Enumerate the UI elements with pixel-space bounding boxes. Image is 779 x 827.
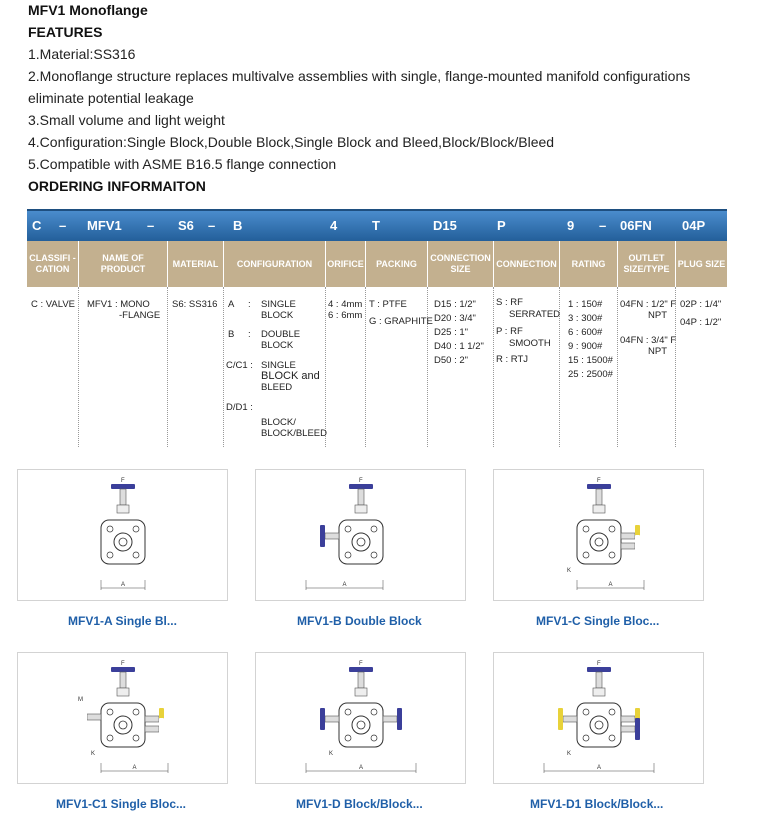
bolt-hole [107, 709, 113, 715]
valve-diagram [256, 470, 467, 602]
ordering-table [27, 209, 727, 447]
product-link[interactable]: MFV1-C1 Single Bloc... [56, 797, 187, 811]
bore-inner [595, 538, 603, 546]
column-header: CLASSIFI -CATION [27, 241, 79, 287]
column-header: MATERIAL [168, 241, 224, 287]
code-part: – [599, 218, 607, 233]
handwheel-icon [587, 667, 611, 672]
feature-line: 1.Material:SS316 [28, 46, 136, 62]
product-link[interactable]: MFV1-C Single Bloc... [536, 614, 660, 628]
valve-stem [621, 543, 635, 549]
column-header: CONNECTION SIZE [428, 241, 494, 287]
code-part: 9 [567, 218, 575, 233]
dimension-label: K [567, 751, 572, 757]
code-part: C [32, 218, 42, 233]
product-link[interactable]: MFV1-D Block/Block... [296, 797, 423, 811]
column-header: NAME OF PRODUCT [79, 241, 168, 287]
outlet-cell: 04FN : 1/2" F NPT 04FN : 3/4" F NPT [618, 287, 676, 447]
dimension-label: F [121, 661, 125, 667]
dimension-label: M [78, 697, 83, 703]
bolt-hole [371, 709, 377, 715]
column-header: PLUG SIZE [677, 258, 726, 269]
bolt-hole [107, 526, 113, 532]
handwheel-icon [349, 484, 373, 489]
dimension-label: K [329, 751, 334, 757]
bolt-hole [345, 709, 351, 715]
dimension-label: A [342, 582, 347, 588]
feature-line: 4.Configuration:Single Block,Double Block,Single Block and Bleed,Block/Block/Bleed [28, 134, 555, 150]
bolt-hole [345, 552, 351, 558]
bolt-hole [345, 735, 351, 741]
packing-cell: T : PTFE G : GRAPHITE [366, 287, 428, 447]
product-link[interactable]: MFV1-A Single Bl... [68, 614, 177, 628]
bore-inner [357, 538, 365, 546]
code-part: 04P [682, 218, 706, 233]
valve-stem [621, 716, 635, 722]
valve-diagram [18, 470, 229, 602]
valve-stem [145, 726, 159, 732]
product-cell: MFV1 : MONO -FLANGE [79, 287, 168, 447]
valve-diagram [256, 653, 467, 785]
connection-size-cell: D15 : 1/2" D20 : 3/4" D25 : 1" D40 : 1 1/2" D50 : 2" [428, 287, 494, 447]
code-part: – [147, 218, 155, 233]
code-part: B [233, 218, 243, 233]
column-header: RATING [560, 241, 618, 287]
bolt-hole [345, 526, 351, 532]
dimension-label: F [121, 478, 125, 484]
product-image[interactable] [493, 469, 704, 601]
classification-cell: C : VALVE [27, 287, 79, 447]
bolt-hole [609, 526, 615, 532]
bolt-hole [371, 526, 377, 532]
dimension-label: A [597, 765, 602, 771]
dimension-label: A [359, 765, 364, 771]
bolt-hole [133, 552, 139, 558]
code-part: MFV1 [87, 218, 122, 233]
valve-stem [596, 672, 602, 688]
column-header: PACKING [366, 241, 428, 287]
dimension-label: A [608, 582, 613, 588]
code-part: – [59, 218, 67, 233]
handwheel-icon [159, 718, 164, 740]
valve-bonnet [593, 505, 605, 513]
dimension-label: K [91, 751, 96, 757]
dimension-label: K [567, 568, 572, 574]
connection-cell: S : RF SERRATED P : RF SMOOTH R : RTJ [494, 287, 560, 447]
handwheel-icon [111, 667, 135, 672]
orifice-cell: 4 : 4mm 6 : 6mm [326, 287, 366, 447]
bolt-hole [133, 709, 139, 715]
product-image[interactable] [255, 652, 466, 784]
product-link[interactable]: MFV1-B Double Block [297, 614, 422, 628]
valve-stem [325, 533, 339, 539]
plug-cell: 02P : 1/4" 04P : 1/2" [680, 299, 722, 328]
product-image[interactable] [493, 652, 704, 784]
feature-line: 5.Compatible with ASME B16.5 flange connection [28, 156, 337, 172]
column-header: OUTLET SIZE/TYPE [618, 241, 676, 287]
code-part: 4 [330, 218, 338, 233]
bolt-hole [609, 552, 615, 558]
valve-stem [383, 716, 397, 722]
code-part: – [208, 218, 216, 233]
bore-inner [119, 721, 127, 729]
bolt-hole [371, 735, 377, 741]
bolt-hole [583, 552, 589, 558]
valve-diagram [494, 653, 705, 785]
bolt-hole [107, 735, 113, 741]
bolt-hole [583, 526, 589, 532]
handwheel-icon [397, 708, 402, 730]
handwheel-icon [587, 484, 611, 489]
handwheel-icon [635, 718, 640, 740]
bolt-hole [133, 526, 139, 532]
column-header: CONNECTION [494, 241, 560, 287]
rating-cell: 1 : 150# 3 : 300# 6 : 600# 9 : 900# 15 : 1500# 25 : 2500# [560, 287, 618, 447]
valve-diagram [18, 653, 229, 785]
handwheel-icon [82, 706, 87, 728]
handwheel-icon [349, 667, 373, 672]
features-heading: FEATURES [28, 24, 103, 40]
plug-icon [558, 708, 563, 730]
valve-stem [621, 533, 635, 539]
valve-bonnet [593, 688, 605, 696]
dimension-label: F [597, 478, 601, 484]
table-body [27, 287, 727, 447]
bolt-hole [609, 709, 615, 715]
product-link[interactable]: MFV1-D1 Block/Block... [530, 797, 664, 811]
handwheel-icon [320, 708, 325, 730]
bore-inner [119, 538, 127, 546]
valve-stem [358, 489, 364, 505]
column-header: CONFIGURATION [224, 241, 326, 287]
ordering-heading: ORDERING INFORMAITON [28, 178, 206, 194]
dimension-label: F [359, 478, 363, 484]
bolt-hole [107, 552, 113, 558]
product-image[interactable] [17, 469, 228, 601]
dimension-label: A [132, 765, 137, 771]
column-header: ORIFICE [326, 241, 366, 287]
code-part: 06FN [620, 218, 652, 233]
feature-line: 3.Small volume and light weight [28, 112, 225, 128]
bolt-hole [371, 552, 377, 558]
code-part: S6 [178, 218, 194, 233]
valve-bonnet [117, 688, 129, 696]
handwheel-icon [635, 535, 640, 557]
feature-line: eliminate potential leakage [28, 90, 194, 106]
configuration-cell: A : SINGLE BLOCK B : DOUBLE BLOCK C/C1 : SINGLE BLOCK and BLEED D/D1 : BLOCK/ BLOCK/BLEED [224, 287, 326, 447]
page-title: MFV1 Monoflange [28, 2, 148, 18]
valve-stem [358, 672, 364, 688]
bolt-hole [133, 735, 139, 741]
valve-stem [120, 489, 126, 505]
valve-stem [621, 726, 635, 732]
dimension-label: A [121, 582, 126, 588]
feature-line: 2.Monoflange structure replaces multivalve assemblies with single, flange-mounted manifold configurations [28, 68, 691, 84]
valve-stem [563, 716, 577, 722]
handwheel-icon [320, 525, 325, 547]
bolt-hole [609, 735, 615, 741]
product-image[interactable] [255, 469, 466, 601]
valve-stem [596, 489, 602, 505]
material-cell: S6: SS316 [168, 287, 224, 447]
code-bar [27, 209, 727, 241]
product-image[interactable] [17, 652, 228, 784]
valve-bonnet [355, 688, 367, 696]
bolt-hole [583, 735, 589, 741]
valve-stem [87, 714, 101, 720]
valve-diagram [494, 470, 705, 602]
valve-stem [120, 672, 126, 688]
bolt-hole [583, 709, 589, 715]
code-part: T [372, 218, 380, 233]
dimension-label: F [359, 661, 363, 667]
header-bar [27, 241, 727, 287]
dimension-label: F [597, 661, 601, 667]
bore-inner [357, 721, 365, 729]
code-part: D15 [433, 218, 457, 233]
valve-bonnet [117, 505, 129, 513]
code-part: P [497, 218, 506, 233]
handwheel-icon [111, 484, 135, 489]
bore-inner [595, 721, 603, 729]
valve-bonnet [355, 505, 367, 513]
valve-stem [325, 716, 339, 722]
valve-stem [145, 716, 159, 722]
